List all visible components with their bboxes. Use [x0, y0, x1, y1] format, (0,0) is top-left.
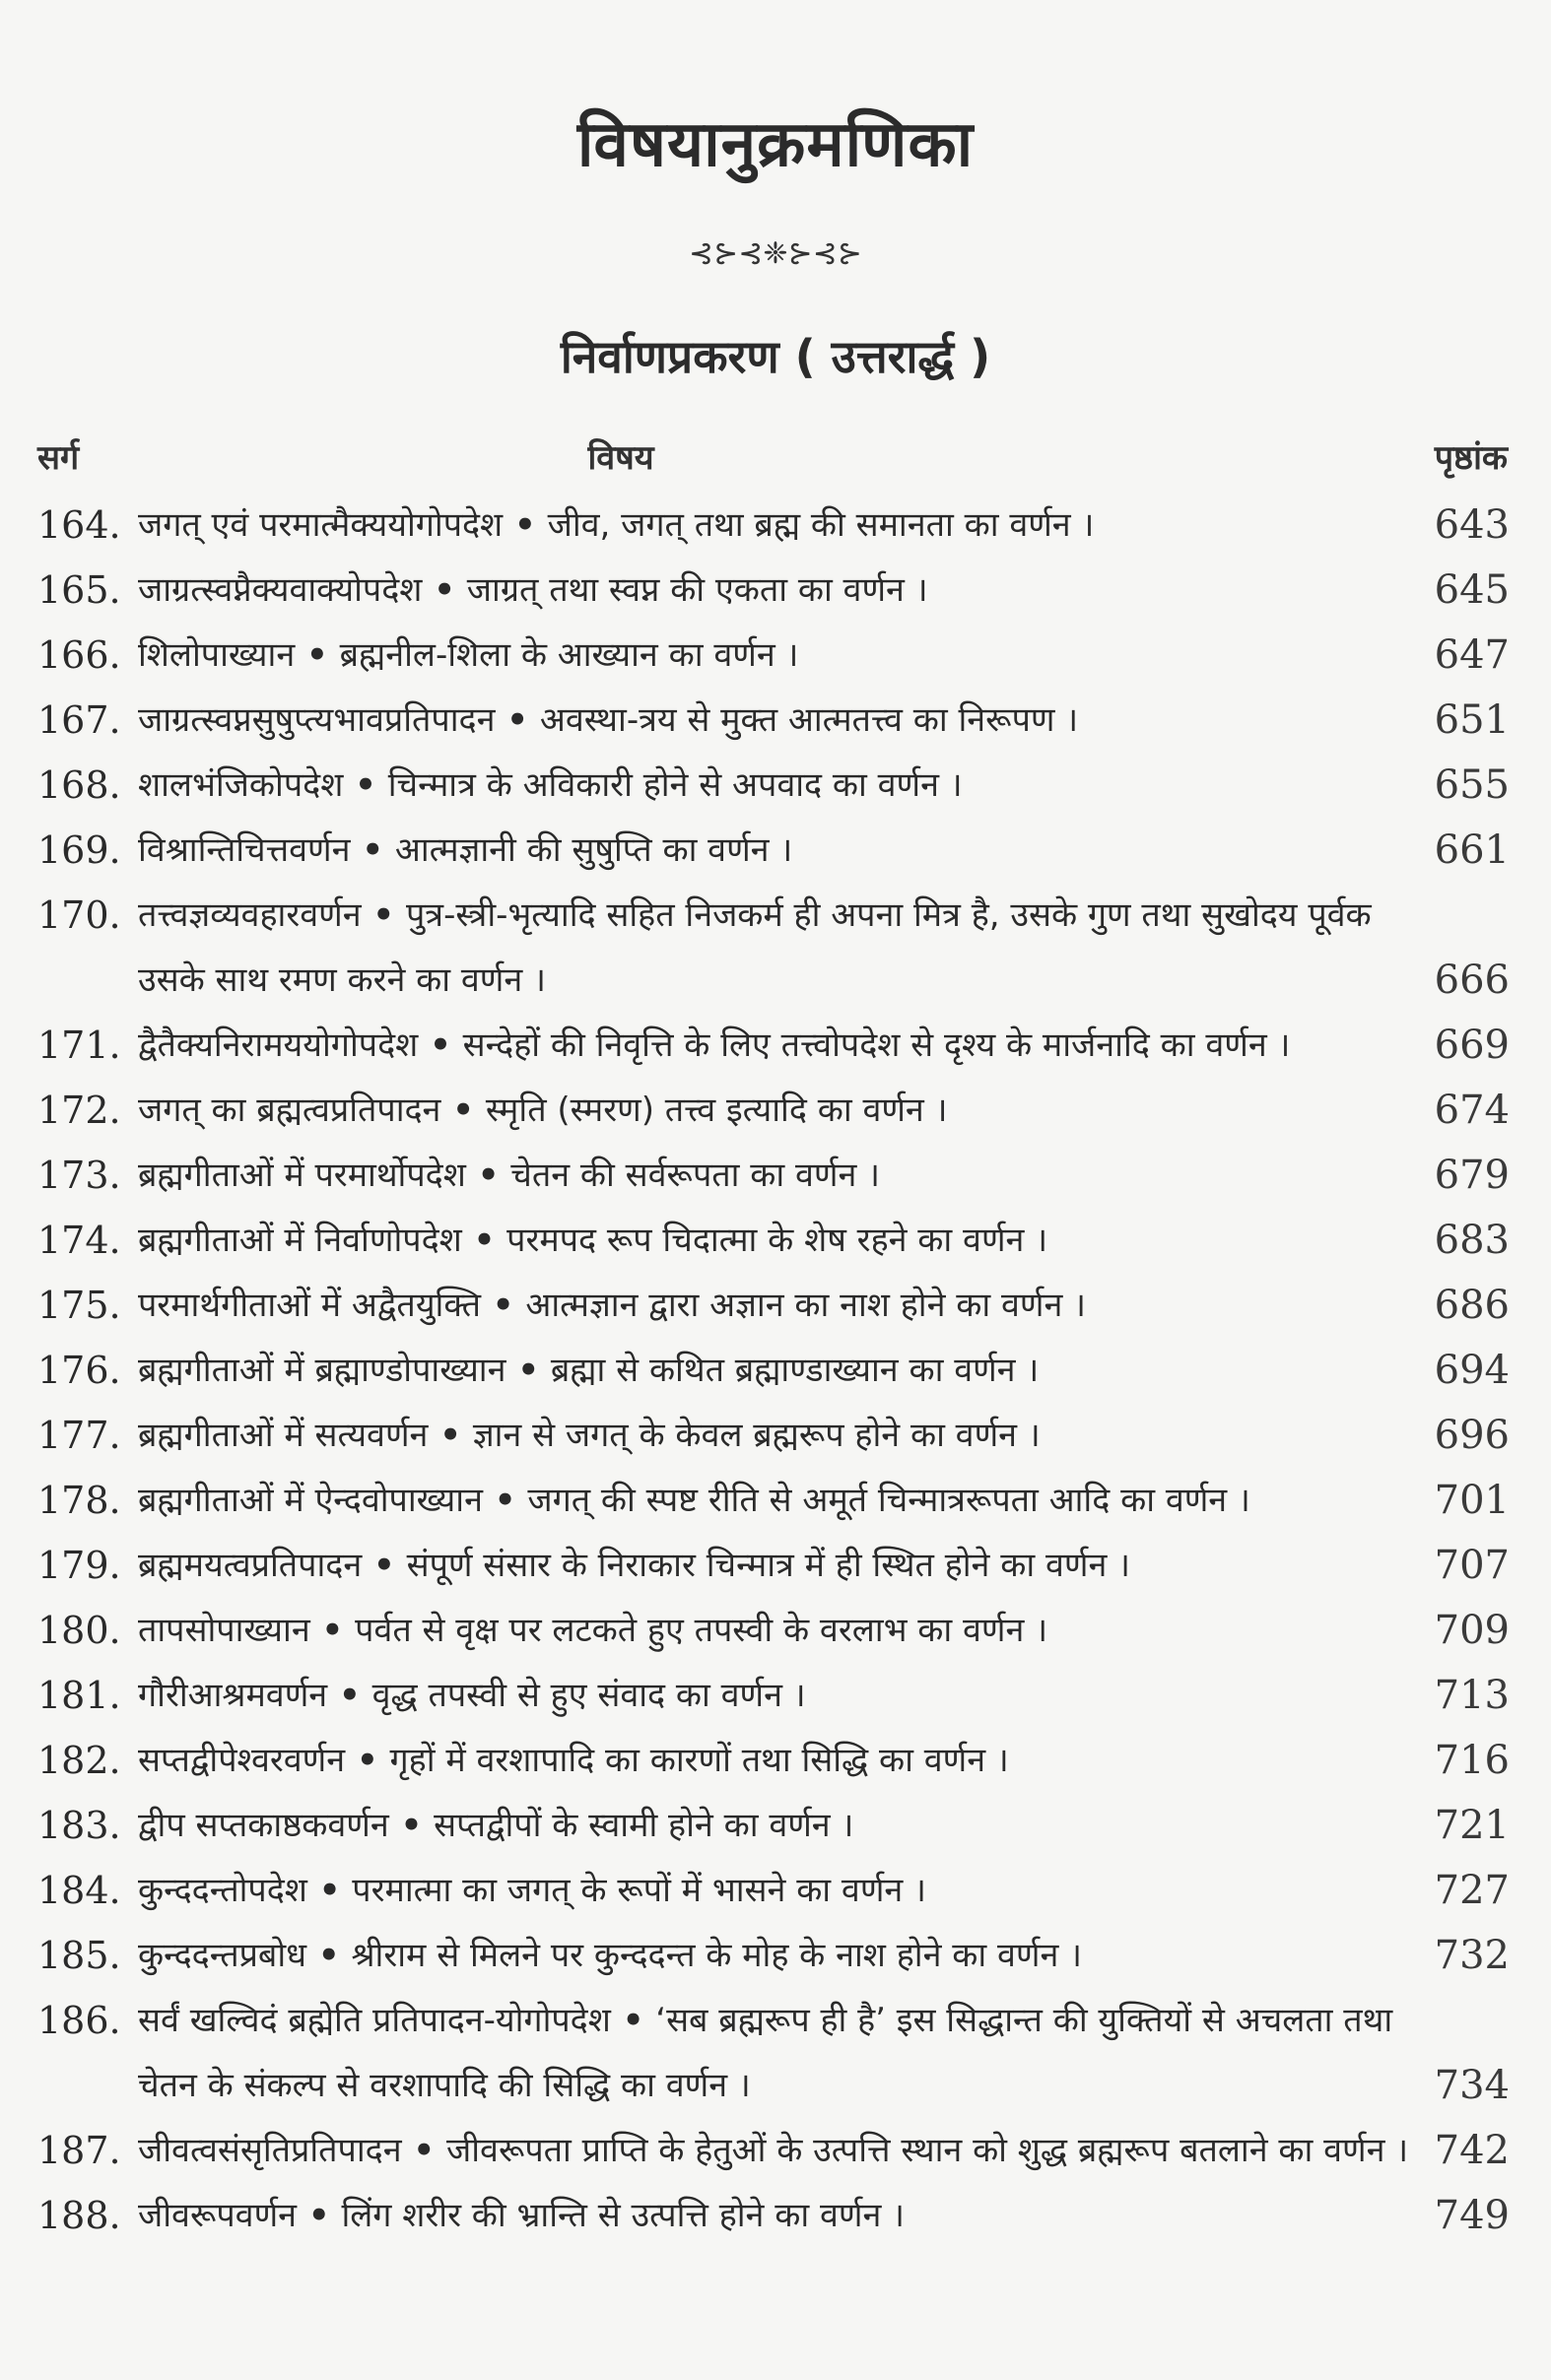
entry-separator: • — [388, 1806, 435, 1845]
entry-description: ब्रह्मनील-शिला के आख्यान का वर्णन । — [339, 635, 799, 675]
entry-title: जगत् का ब्रह्मत्वप्रतिपादन — [138, 1091, 441, 1130]
entry-number: 179. — [37, 1544, 121, 1587]
entry-page-number: 749 — [1434, 2193, 1510, 2238]
entry-text — [138, 1078, 1419, 1143]
entry-text — [138, 1793, 1419, 1858]
entry-number: 171. — [37, 1024, 121, 1067]
entry-page-number: 734 — [1434, 2063, 1510, 2108]
toc-entry — [0, 1273, 1551, 1338]
entry-number: 187. — [37, 2129, 121, 2172]
entry-number: 166. — [37, 633, 121, 677]
entry-description: अवस्था-त्रय से मुक्त आत्मतत्त्व का निरूपण । — [539, 700, 1079, 740]
entry-text — [138, 1533, 1419, 1598]
entry-separator: • — [350, 830, 395, 870]
entry-separator: • — [306, 1871, 353, 1910]
entry-title: कुन्ददन्तोपदेश — [138, 1871, 307, 1910]
entry-title: सर्वं खल्विदं ब्रह्मेति प्रतिपादन-योगोपदेश — [138, 2001, 611, 2040]
entry-text — [138, 1923, 1419, 1988]
entry-page-number: 669 — [1434, 1023, 1510, 1068]
toc-entry — [0, 1468, 1551, 1533]
toc-entry — [0, 623, 1551, 688]
entry-description: आत्मज्ञानी की सुषुप्ति का वर्णन । — [394, 830, 793, 870]
entry-number: 164. — [37, 503, 121, 547]
toc-entry — [0, 1208, 1551, 1273]
entry-title: ब्रह्मगीताओं में ब्रह्माण्डोपाख्यान — [138, 1351, 506, 1390]
toc-entry — [0, 1598, 1551, 1663]
entry-title: ब्रह्मगीताओं में निर्वाणोपदेश — [138, 1221, 462, 1260]
page-title: विषयानुक्रमणिका — [576, 108, 975, 181]
entry-description: संपूर्ण संसार के निराकार चिन्मात्र में ही स्थित होने का वर्णन । — [406, 1546, 1131, 1585]
entry-page-number: 727 — [1434, 1868, 1510, 1913]
entry-number: 172. — [37, 1089, 121, 1132]
entry-number: 167. — [37, 698, 121, 742]
entry-separator: • — [418, 1025, 463, 1065]
entry-text — [138, 1403, 1419, 1468]
entry-description: जगत् की स्पष्ट रीति से अमूर्त चिन्मात्ररूपता आदि का वर्णन । — [527, 1481, 1250, 1520]
entry-number: 175. — [37, 1284, 121, 1327]
entry-description: ‘सब ब्रह्मरूप ही है’ इस सिद्धान्त की युक्तियों से अचलता तथा चेतन के संकल्प से वरशापादि की सिद्धि का वर्णन । — [138, 2001, 1393, 2105]
entry-title: जाग्रत्स्वप्नसुषुप्त्यभावप्रतिपादन — [138, 700, 496, 740]
entry-title: जगत् एवं परमात्मैक्ययोगोपदेश — [138, 505, 504, 545]
entry-page-number: 696 — [1434, 1413, 1510, 1458]
entry-separator: • — [297, 2196, 342, 2235]
entry-number: 185. — [37, 1934, 121, 1977]
entry-description: ब्रह्मा से कथित ब्रह्माण्डाख्यान का वर्णन । — [550, 1351, 1040, 1390]
entry-title: तापसोपाख्यान — [138, 1611, 310, 1650]
header-vishay: विषय — [587, 438, 654, 478]
entry-title: जीवत्वसंसृतिप्रतिपादन — [138, 2131, 402, 2170]
entry-text — [138, 493, 1419, 558]
entry-description: पर्वत से वृक्ष पर लटकते हुए तपस्वी के वरलाभ का वर्णन । — [355, 1611, 1048, 1650]
entry-description: जाग्रत् तथा स्वप्न की एकता का वर्णन । — [466, 570, 928, 610]
entry-page-number: 643 — [1434, 502, 1510, 548]
entry-description: गृहों में वरशापादि का कारणों तथा सिद्धि का वर्णन । — [389, 1741, 1009, 1780]
toc-entry — [0, 1403, 1551, 1468]
entry-description: पुत्र-स्त्री-भृत्यादि सहित निजकर्म ही अपना मित्र है, उसके गुण तथा सुखोदय पूर्वक उसके साथ रमण करने का वर्णन । — [138, 895, 1372, 1000]
entry-page-number: 666 — [1434, 958, 1510, 1003]
entry-text — [138, 623, 1419, 688]
entry-separator: • — [428, 1416, 473, 1455]
entry-separator: • — [480, 1286, 526, 1325]
entry-text — [138, 1988, 1419, 2118]
entry-separator: • — [440, 1091, 486, 1130]
entry-title: तत्त्वज्ञव्यवहारवर्णन — [138, 895, 362, 935]
entry-number: 177. — [37, 1414, 121, 1457]
toc-entry — [0, 688, 1551, 753]
entry-title: ब्रह्मगीताओं में ऐन्दवोपाख्यान — [138, 1481, 483, 1520]
entry-description: आत्मज्ञान द्वारा अज्ञान का नाश होने का वर्णन । — [525, 1286, 1087, 1325]
entry-description: लिंग शरीर की भ्रान्ति से उत्पत्ति होने का वर्णन । — [341, 2196, 906, 2235]
entry-page-number: 742 — [1434, 2128, 1510, 2173]
entry-description: स्मृति (स्मरण) तत्त्व इत्यादि का वर्णन । — [485, 1091, 948, 1130]
header-page: पृष्ठांक — [1434, 438, 1508, 478]
entry-page-number: 679 — [1434, 1153, 1510, 1198]
entry-page-number: 709 — [1434, 1608, 1510, 1653]
entry-separator: • — [343, 765, 388, 805]
entry-page-number: 732 — [1434, 1933, 1510, 1978]
entry-separator: • — [610, 2001, 656, 2040]
entry-page-number: 707 — [1434, 1543, 1510, 1588]
entry-page-number: 645 — [1434, 567, 1510, 613]
entry-text — [138, 1143, 1419, 1208]
entry-title: द्वैतैक्यनिरामययोगोपदेश — [138, 1025, 419, 1065]
entry-separator: • — [422, 570, 467, 610]
toc-entry — [0, 493, 1551, 558]
entry-separator: • — [361, 895, 406, 935]
entry-description: सप्तद्वीपों के स्वामी होने का वर्णन । — [434, 1806, 854, 1845]
entry-description: जीवरूपता प्राप्ति के हेतुओं के उत्पत्ति स्थान को शुद्ध ब्रह्मरूप बतलाने का वर्णन । — [446, 2131, 1409, 2170]
ornament-divider: ⊰⊱⊰❈⊱⊰⊱ — [689, 236, 862, 271]
entry-text — [138, 1468, 1419, 1533]
toc-entry — [0, 818, 1551, 883]
entry-title: शालभंजिकोपदेश — [138, 765, 344, 805]
entry-page-number: 651 — [1434, 697, 1510, 743]
entry-title: कुन्ददन्तप्रबोध — [138, 1936, 307, 1975]
entry-number: 182. — [37, 1739, 121, 1782]
toc-entry — [0, 2118, 1551, 2183]
entry-number: 173. — [37, 1154, 121, 1197]
entry-text — [138, 818, 1419, 883]
entry-text — [138, 1013, 1419, 1078]
entry-separator: • — [362, 1546, 407, 1585]
entry-number: 186. — [37, 1999, 121, 2042]
toc-entry — [0, 1728, 1551, 1793]
toc-entry — [0, 1858, 1551, 1923]
entry-page-number: 701 — [1434, 1478, 1510, 1523]
section-subtitle: निर्वाणप्रकरण ( उत्तरार्द्ध ) — [560, 330, 991, 383]
toc-entry — [0, 1923, 1551, 1988]
entry-number: 174. — [37, 1219, 121, 1262]
entry-description: ज्ञान से जगत् के केवल ब्रह्मरूप होने का वर्णन । — [472, 1416, 1041, 1455]
toc-entry — [0, 1988, 1551, 2118]
entry-text — [138, 1208, 1419, 1273]
entry-separator: • — [506, 1351, 551, 1390]
toc-entry — [0, 558, 1551, 623]
entry-text — [138, 1598, 1419, 1663]
toc-entry — [0, 1663, 1551, 1728]
entry-separator: • — [465, 1156, 511, 1195]
toc-entry — [0, 1338, 1551, 1403]
entry-number: 188. — [37, 2194, 121, 2237]
entry-number: 181. — [37, 1674, 121, 1717]
entry-text — [138, 753, 1419, 818]
toc-entries — [0, 493, 1551, 2248]
entry-text — [138, 558, 1419, 623]
entry-page-number: 716 — [1434, 1738, 1510, 1783]
entry-title: परमार्थगीताओं में अद्वैतयुक्ति — [138, 1286, 481, 1325]
entry-number: 165. — [37, 568, 121, 612]
entry-page-number: 694 — [1434, 1348, 1510, 1393]
entry-description: जीव, जगत् तथा ब्रह्म की समानता का वर्णन । — [547, 505, 1095, 545]
entry-description: श्रीराम से मिलने पर कुन्ददन्त के मोह के नाश होने का वर्णन । — [351, 1936, 1083, 1975]
entry-number: 178. — [37, 1479, 121, 1522]
entry-text — [138, 2183, 1419, 2248]
entry-title: जाग्रत्स्वप्नैक्यवाक्योपदेश — [138, 570, 423, 610]
entry-text — [138, 2118, 1419, 2183]
entry-title: सप्तद्वीपेश्वरवर्णन — [138, 1741, 346, 1780]
entry-text — [138, 1338, 1419, 1403]
toc-entry — [0, 753, 1551, 818]
entry-description: परमात्मा का जगत् के रूपों में भासने का वर्णन । — [352, 1871, 926, 1910]
entry-title: विश्रान्तिचित्तवर्णन — [138, 830, 351, 870]
toc-entry — [0, 1078, 1551, 1143]
entry-separator: • — [401, 2131, 446, 2170]
entry-page-number: 683 — [1434, 1218, 1510, 1263]
header-sarg: सर्ग — [37, 438, 80, 478]
entry-description: वृद्ध तपस्वी से हुए संवाद का वर्णन । — [371, 1676, 806, 1715]
entry-text — [138, 1663, 1419, 1728]
toc-entry — [0, 2183, 1551, 2248]
entry-title: शिलोपाख्यान — [138, 635, 296, 675]
entry-separator: • — [309, 1611, 356, 1650]
toc-entry — [0, 883, 1551, 1013]
entry-text — [138, 1728, 1419, 1793]
toc-entry — [0, 1533, 1551, 1598]
entry-text — [138, 688, 1419, 753]
entry-separator: • — [495, 700, 540, 740]
entry-page-number: 674 — [1434, 1088, 1510, 1133]
entry-page-number: 686 — [1434, 1283, 1510, 1328]
entry-separator: • — [327, 1676, 372, 1715]
entry-separator: • — [482, 1481, 528, 1520]
entry-title: जीवरूपवर्णन — [138, 2196, 298, 2235]
entry-page-number: 721 — [1434, 1803, 1510, 1848]
entry-number: 180. — [37, 1609, 121, 1652]
entry-page-number: 713 — [1434, 1673, 1510, 1718]
entry-separator: • — [461, 1221, 507, 1260]
entry-page-number: 647 — [1434, 632, 1510, 678]
toc-entry — [0, 1143, 1551, 1208]
entry-separator: • — [295, 635, 340, 675]
entry-text — [138, 883, 1419, 1013]
entry-title: द्वीप सप्तकाष्ठकवर्णन — [138, 1806, 389, 1845]
entry-separator: • — [345, 1741, 390, 1780]
entry-page-number: 661 — [1434, 827, 1510, 873]
entry-title: ब्रह्मगीताओं में सत्यवर्णन — [138, 1416, 429, 1455]
toc-entry — [0, 1793, 1551, 1858]
entry-number: 176. — [37, 1349, 121, 1392]
entry-description: परमपद रूप चिदात्मा के शेष रहने का वर्णन । — [506, 1221, 1048, 1260]
entry-description: चिन्मात्र के अविकारी होने से अपवाद का वर्णन । — [387, 765, 963, 805]
entry-text — [138, 1273, 1419, 1338]
entry-separator: • — [306, 1936, 352, 1975]
entry-page-number: 655 — [1434, 762, 1510, 808]
entry-title: ब्रह्मगीताओं में परमार्थोपदेश — [138, 1156, 466, 1195]
entry-title: ब्रह्ममयत्वप्रतिपादन — [138, 1546, 363, 1585]
entry-number: 184. — [37, 1869, 121, 1912]
entry-separator: • — [503, 505, 548, 545]
entry-title: गौरीआश्रमवर्णन — [138, 1676, 328, 1715]
entry-text — [138, 1858, 1419, 1923]
toc-entry — [0, 1013, 1551, 1078]
entry-number: 183. — [37, 1804, 121, 1847]
entry-number: 169. — [37, 828, 121, 872]
entry-description: सन्देहों की निवृत्ति के लिए तत्त्वोपदेश से दृश्य के मार्जनादि का वर्णन । — [462, 1025, 1291, 1065]
entry-number: 168. — [37, 763, 121, 807]
entry-number: 170. — [37, 893, 121, 937]
entry-description: चेतन की सर्वरूपता का वर्णन । — [510, 1156, 881, 1195]
